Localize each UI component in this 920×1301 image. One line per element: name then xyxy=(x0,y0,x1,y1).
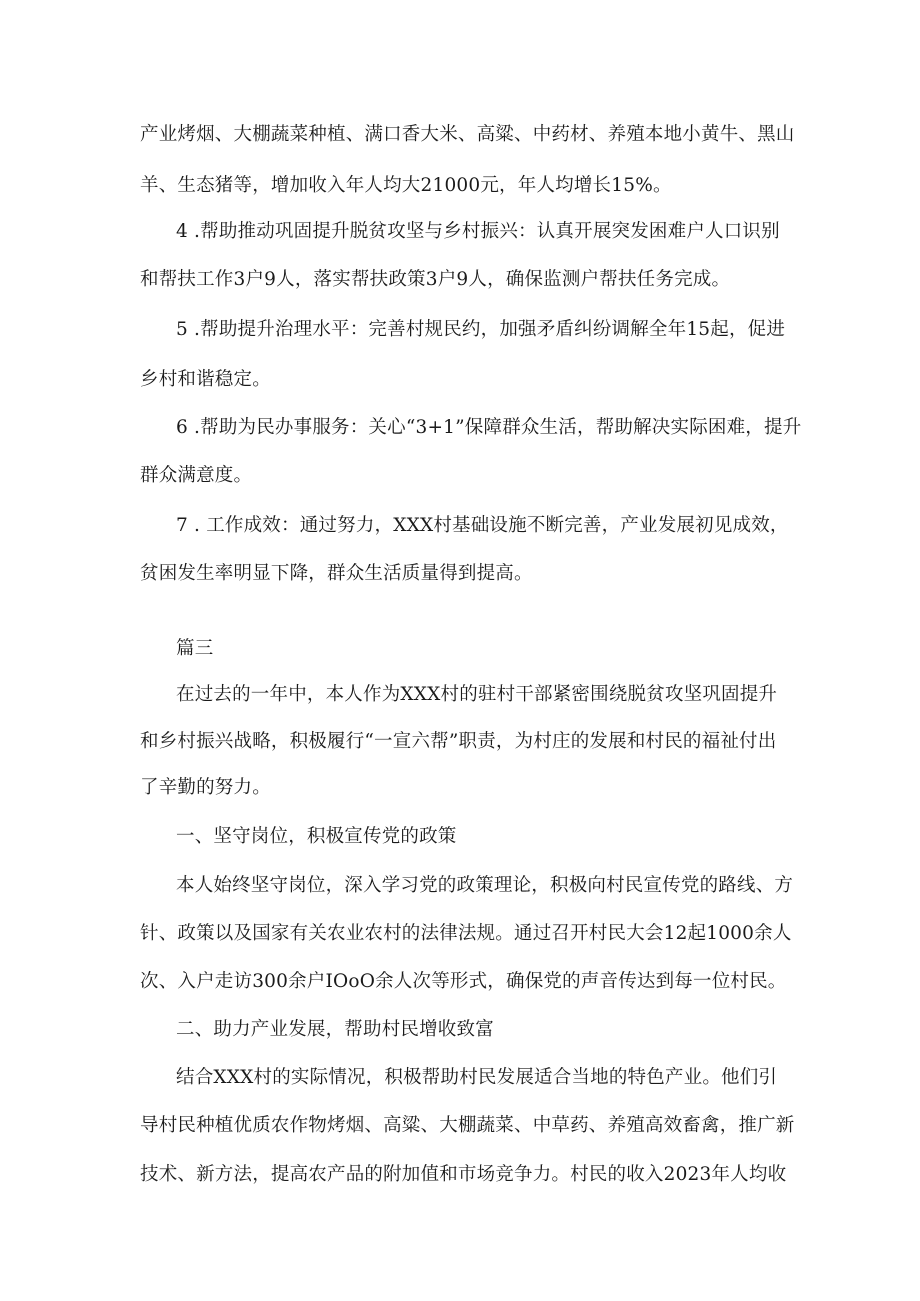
text-line: 和帮扶工作3户9人，落实帮扶政策3户9人，确保监测户帮扶任务完成。 xyxy=(140,269,731,290)
text-line: 针、政策以及国家有关农业农村的法律法规。通过召开村民大会12起1000余人 xyxy=(140,923,792,944)
text-line: 4 .帮助推动巩固提升脱贫攻坚与乡村振兴：认真开展突发困难户人口识别 xyxy=(176,221,780,242)
text-line: 6 .帮助为民办事服务：关心“3+1”保障群众生活，帮助解决实际困难，提升 xyxy=(176,417,802,438)
section-heading: 篇三 xyxy=(176,638,214,659)
text-line: 在过去的一年中，本人作为XXX村的驻村干部紧密围绕脱贫攻坚巩固提升 xyxy=(176,684,778,705)
section-heading: 一、坚守岗位，积极宣传党的政策 xyxy=(176,826,457,847)
text-line: 结合XXX村的实际情况，积极帮助村民发展适合当地的特色产业。他们引 xyxy=(176,1067,778,1088)
text-line: 技术、新方法，提高农产品的附加值和市场竞争力。村民的收入2023年人均收 xyxy=(140,1164,787,1185)
text-line: 导村民种植优质农作物烤烟、高粱、大棚蔬菜、中草药、养殖高效畜禽，推广新 xyxy=(140,1115,795,1136)
text-line: 和乡村振兴战略，积极履行“一宣六帮”职责，为村庄的发展和村民的福祉付出 xyxy=(140,731,777,752)
text-line: 5 .帮助提升治理水平：完善村规民约，加强矛盾纠纷调解全年15起，促进 xyxy=(176,319,786,340)
section-heading: 二、助力产业发展，帮助村民增收致富 xyxy=(176,1019,494,1040)
text-line: 乡村和谐稳定。 xyxy=(140,369,271,390)
text-line: 7 . 工作成效：通过努力，XXX村基础设施不断完善，产业发展初见成效， xyxy=(176,515,789,536)
text-line: 次、入户走访300余户IOoO余人次等形式，确保党的声音传达到每一位村民。 xyxy=(140,971,787,992)
text-line: 产业烤烟、大棚蔬菜种植、满口香大米、高粱、中药材、养殖本地小黄牛、黑山 xyxy=(140,124,795,145)
text-line: 羊、生态猪等，增加收入年人均大21000元，年人均增长15%。 xyxy=(140,175,672,196)
text-line: 贫困发生率明显下降，群众生活质量得到提高。 xyxy=(140,563,533,584)
text-line: 了辛勤的努力。 xyxy=(140,777,271,798)
text-line: 本人始终坚守岗位，深入学习党的政策理论，积极向村民宣传党的路线、方 xyxy=(176,875,794,896)
text-line: 群众满意度。 xyxy=(140,465,253,486)
